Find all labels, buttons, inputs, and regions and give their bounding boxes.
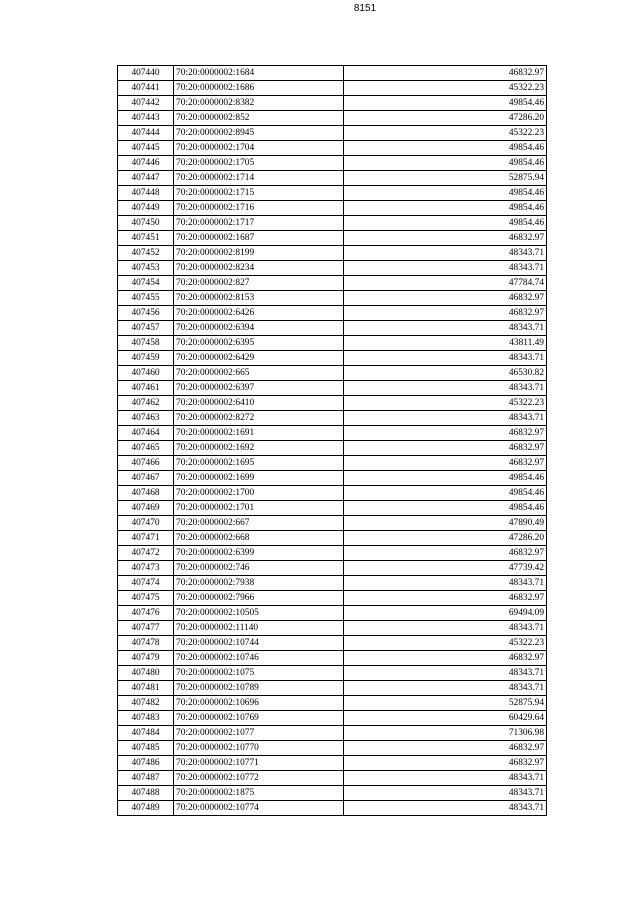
row-number-cell: 407464	[118, 426, 174, 441]
cadastral-number-cell: 70:20:0000002:852	[174, 111, 344, 126]
value-cell: 49854.46	[344, 471, 547, 486]
table-row	[118, 756, 547, 771]
row-number-cell: 407484	[118, 726, 174, 741]
cadastral-number-cell: 70:20:0000002:827	[174, 276, 344, 291]
value-cell: 46832.97	[344, 306, 547, 321]
row-number-cell: 407472	[118, 546, 174, 561]
row-number-cell: 407446	[118, 156, 174, 171]
table-row	[118, 246, 547, 261]
cadastral-number-cell: 70:20:0000002:1714	[174, 171, 344, 186]
table-row	[118, 591, 547, 606]
cadastral-number-cell: 70:20:0000002:746	[174, 561, 344, 576]
row-number-cell: 407486	[118, 756, 174, 771]
table-row	[118, 786, 547, 801]
value-cell: 49854.46	[344, 96, 547, 111]
table-row	[118, 351, 547, 366]
table-row	[118, 381, 547, 396]
cadastral-number-cell: 70:20:0000002:10769	[174, 711, 344, 726]
row-number-cell: 407466	[118, 456, 174, 471]
value-cell: 48343.71	[344, 321, 547, 336]
row-number-cell: 407457	[118, 321, 174, 336]
value-cell: 43811.49	[344, 336, 547, 351]
row-number-cell: 407471	[118, 531, 174, 546]
table-row	[118, 441, 547, 456]
value-cell: 48343.71	[344, 351, 547, 366]
row-number-cell: 407465	[118, 441, 174, 456]
cadastral-number-cell: 70:20:0000002:6394	[174, 321, 344, 336]
row-number-cell: 407463	[118, 411, 174, 426]
row-number-cell: 407444	[118, 126, 174, 141]
value-cell: 45322.23	[344, 126, 547, 141]
value-cell: 47739.42	[344, 561, 547, 576]
cadastral-number-cell: 70:20:0000002:1695	[174, 456, 344, 471]
cadastral-number-cell: 70:20:0000002:1717	[174, 216, 344, 231]
value-cell: 46832.97	[344, 651, 547, 666]
cadastral-number-cell: 70:20:0000002:665	[174, 366, 344, 381]
table-row	[118, 321, 547, 336]
cadastral-number-cell: 70:20:0000002:1701	[174, 501, 344, 516]
value-cell: 49854.46	[344, 201, 547, 216]
cadastral-number-cell: 70:20:0000002:1875	[174, 786, 344, 801]
row-number-cell: 407449	[118, 201, 174, 216]
table-row	[118, 651, 547, 666]
row-number-cell: 407474	[118, 576, 174, 591]
value-cell: 60429.64	[344, 711, 547, 726]
cadastral-number-cell: 70:20:0000002:1705	[174, 156, 344, 171]
cadastral-number-cell: 70:20:0000002:1699	[174, 471, 344, 486]
cadastral-number-cell: 70:20:0000002:8382	[174, 96, 344, 111]
row-number-cell: 407487	[118, 771, 174, 786]
cadastral-number-cell: 70:20:0000002:1684	[174, 66, 344, 81]
table-row	[118, 216, 547, 231]
cadastral-number-cell: 70:20:0000002:668	[174, 531, 344, 546]
page-number: 8151	[353, 3, 377, 14]
value-cell: 46832.97	[344, 456, 547, 471]
table-row	[118, 111, 547, 126]
row-number-cell: 407478	[118, 636, 174, 651]
cadastral-number-cell: 70:20:0000002:10774	[174, 801, 344, 816]
value-cell: 48343.71	[344, 621, 547, 636]
cadastral-number-cell: 70:20:0000002:667	[174, 516, 344, 531]
table-row	[118, 186, 547, 201]
table-row	[118, 141, 547, 156]
cadastral-number-cell: 70:20:0000002:10696	[174, 696, 344, 711]
table-row	[118, 276, 547, 291]
cadastral-number-cell: 70:20:0000002:11140	[174, 621, 344, 636]
table-row	[118, 741, 547, 756]
row-number-cell: 407488	[118, 786, 174, 801]
row-number-cell: 407477	[118, 621, 174, 636]
row-number-cell: 407470	[118, 516, 174, 531]
row-number-cell: 407489	[118, 801, 174, 816]
cadastral-number-cell: 70:20:0000002:1686	[174, 81, 344, 96]
cadastral-number-cell: 70:20:0000002:10770	[174, 741, 344, 756]
row-number-cell: 407485	[118, 741, 174, 756]
table-row	[118, 486, 547, 501]
value-cell: 48343.71	[344, 666, 547, 681]
value-cell: 48343.71	[344, 771, 547, 786]
value-cell: 46832.97	[344, 291, 547, 306]
table-row	[118, 561, 547, 576]
table-row	[118, 801, 547, 816]
table-row	[118, 576, 547, 591]
cadastral-number-cell: 70:20:0000002:10746	[174, 651, 344, 666]
value-cell: 45322.23	[344, 81, 547, 96]
value-cell: 47784.74	[344, 276, 547, 291]
value-cell: 48343.71	[344, 681, 547, 696]
value-cell: 52875.94	[344, 171, 547, 186]
table-row	[118, 396, 547, 411]
table-row	[118, 771, 547, 786]
cadastral-number-cell: 70:20:0000002:7938	[174, 576, 344, 591]
value-cell: 69494.09	[344, 606, 547, 621]
row-number-cell: 407468	[118, 486, 174, 501]
table-row	[118, 231, 547, 246]
row-number-cell: 407441	[118, 81, 174, 96]
value-cell: 46832.97	[344, 441, 547, 456]
cadastral-number-cell: 70:20:0000002:10505	[174, 606, 344, 621]
row-number-cell: 407482	[118, 696, 174, 711]
row-number-cell: 407443	[118, 111, 174, 126]
row-number-cell: 407473	[118, 561, 174, 576]
cadastral-number-cell: 70:20:0000002:10772	[174, 771, 344, 786]
value-cell: 46832.97	[344, 66, 547, 81]
table-row	[118, 366, 547, 381]
value-cell: 48343.71	[344, 411, 547, 426]
row-number-cell: 407458	[118, 336, 174, 351]
cadastral-number-cell: 70:20:0000002:6426	[174, 306, 344, 321]
table-row	[118, 531, 547, 546]
cadastral-number-cell: 70:20:0000002:1704	[174, 141, 344, 156]
row-number-cell: 407461	[118, 381, 174, 396]
table-row	[118, 621, 547, 636]
cadastral-number-cell: 70:20:0000002:1687	[174, 231, 344, 246]
cadastral-number-cell: 70:20:0000002:1077	[174, 726, 344, 741]
row-number-cell: 407450	[118, 216, 174, 231]
row-number-cell: 407459	[118, 351, 174, 366]
table-row	[118, 81, 547, 96]
registry-table-body	[118, 66, 547, 816]
table-row	[118, 126, 547, 141]
table-row	[118, 426, 547, 441]
row-number-cell: 407481	[118, 681, 174, 696]
cadastral-number-cell: 70:20:0000002:1716	[174, 201, 344, 216]
table-row	[118, 411, 547, 426]
cadastral-number-cell: 70:20:0000002:7966	[174, 591, 344, 606]
value-cell: 46832.97	[344, 591, 547, 606]
row-number-cell: 407469	[118, 501, 174, 516]
value-cell: 48343.71	[344, 381, 547, 396]
table-row	[118, 171, 547, 186]
value-cell: 46832.97	[344, 546, 547, 561]
table-row	[118, 201, 547, 216]
cadastral-number-cell: 70:20:0000002:8234	[174, 261, 344, 276]
row-number-cell: 407440	[118, 66, 174, 81]
value-cell: 52875.94	[344, 696, 547, 711]
table-row	[118, 156, 547, 171]
row-number-cell: 407460	[118, 366, 174, 381]
row-number-cell: 407483	[118, 711, 174, 726]
table-row	[118, 666, 547, 681]
table-row	[118, 501, 547, 516]
table-row	[118, 336, 547, 351]
value-cell: 49854.46	[344, 156, 547, 171]
value-cell: 48343.71	[344, 576, 547, 591]
cadastral-number-cell: 70:20:0000002:6410	[174, 396, 344, 411]
table-row	[118, 696, 547, 711]
cadastral-number-cell: 70:20:0000002:8153	[174, 291, 344, 306]
table-row	[118, 516, 547, 531]
row-number-cell: 407455	[118, 291, 174, 306]
value-cell: 49854.46	[344, 216, 547, 231]
table-row	[118, 66, 547, 81]
table-row	[118, 606, 547, 621]
value-cell: 47286.20	[344, 111, 547, 126]
cadastral-number-cell: 70:20:0000002:6429	[174, 351, 344, 366]
cadastral-number-cell: 70:20:0000002:6395	[174, 336, 344, 351]
row-number-cell: 407467	[118, 471, 174, 486]
cadastral-number-cell: 70:20:0000002:1700	[174, 486, 344, 501]
value-cell: 71306.98	[344, 726, 547, 741]
row-number-cell: 407480	[118, 666, 174, 681]
table-row	[118, 96, 547, 111]
table-row	[118, 726, 547, 741]
value-cell: 47890.49	[344, 516, 547, 531]
table-row	[118, 546, 547, 561]
table-row	[118, 456, 547, 471]
row-number-cell: 407475	[118, 591, 174, 606]
value-cell: 49854.46	[344, 141, 547, 156]
table-row	[118, 681, 547, 696]
cadastral-number-cell: 70:20:0000002:8945	[174, 126, 344, 141]
table-row	[118, 291, 547, 306]
value-cell: 46530.82	[344, 366, 547, 381]
row-number-cell: 407451	[118, 231, 174, 246]
cadastral-number-cell: 70:20:0000002:10771	[174, 756, 344, 771]
value-cell: 48343.71	[344, 801, 547, 816]
cadastral-number-cell: 70:20:0000002:1715	[174, 186, 344, 201]
row-number-cell: 407447	[118, 171, 174, 186]
value-cell: 46832.97	[344, 756, 547, 771]
cadastral-number-cell: 70:20:0000002:10744	[174, 636, 344, 651]
cadastral-number-cell: 70:20:0000002:10789	[174, 681, 344, 696]
row-number-cell: 407442	[118, 96, 174, 111]
row-number-cell: 407462	[118, 396, 174, 411]
value-cell: 46832.97	[344, 231, 547, 246]
cadastral-number-cell: 70:20:0000002:6397	[174, 381, 344, 396]
row-number-cell: 407476	[118, 606, 174, 621]
table-row	[118, 306, 547, 321]
value-cell: 47286.20	[344, 531, 547, 546]
cadastral-number-cell: 70:20:0000002:6399	[174, 546, 344, 561]
value-cell: 48343.71	[344, 261, 547, 276]
value-cell: 48343.71	[344, 786, 547, 801]
value-cell: 45322.23	[344, 396, 547, 411]
row-number-cell: 407479	[118, 651, 174, 666]
row-number-cell: 407456	[118, 306, 174, 321]
row-number-cell: 407454	[118, 276, 174, 291]
cadastral-number-cell: 70:20:0000002:1691	[174, 426, 344, 441]
table-row	[118, 711, 547, 726]
row-number-cell: 407448	[118, 186, 174, 201]
cadastral-number-cell: 70:20:0000002:8199	[174, 246, 344, 261]
value-cell: 49854.46	[344, 501, 547, 516]
row-number-cell: 407453	[118, 261, 174, 276]
cadastral-number-cell: 70:20:0000002:8272	[174, 411, 344, 426]
table-row	[118, 261, 547, 276]
value-cell: 46832.97	[344, 741, 547, 756]
table-row	[118, 471, 547, 486]
value-cell: 46832.97	[344, 426, 547, 441]
row-number-cell: 407452	[118, 246, 174, 261]
cadastral-number-cell: 70:20:0000002:1075	[174, 666, 344, 681]
table-row	[118, 636, 547, 651]
row-number-cell: 407445	[118, 141, 174, 156]
value-cell: 49854.46	[344, 186, 547, 201]
value-cell: 45322.23	[344, 636, 547, 651]
registry-table	[117, 65, 547, 816]
value-cell: 49854.46	[344, 486, 547, 501]
cadastral-number-cell: 70:20:0000002:1692	[174, 441, 344, 456]
value-cell: 48343.71	[344, 246, 547, 261]
